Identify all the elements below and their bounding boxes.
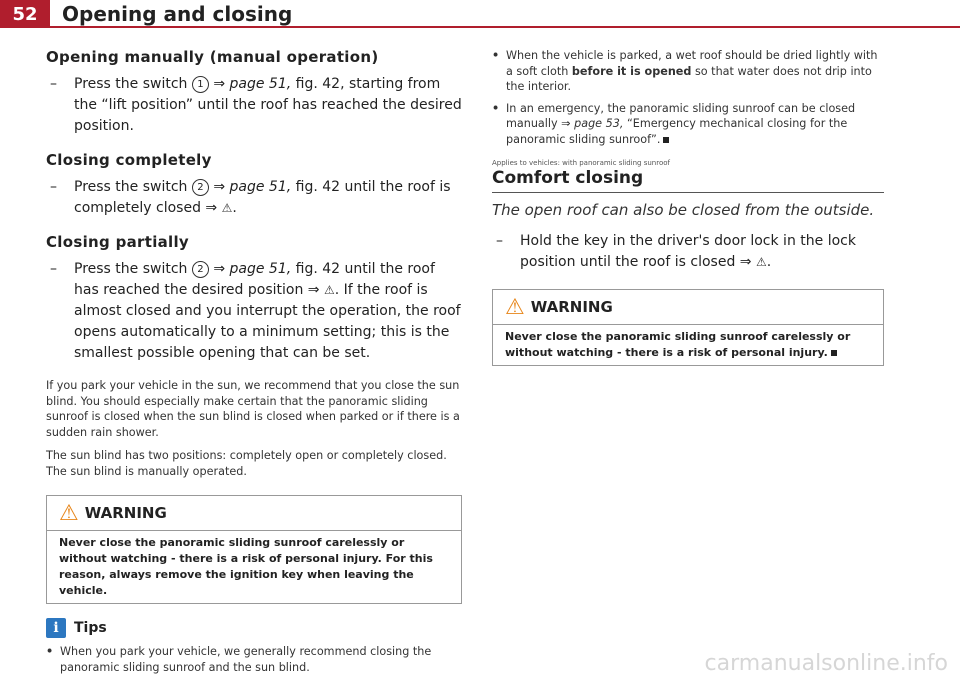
warning-box <box>46 495 462 604</box>
warning-title: WARNING <box>84 504 167 522</box>
section-title-closing-completely: Closing completely <box>46 151 212 169</box>
watermark: carmanualsonline.info <box>704 651 948 676</box>
bullet-emergency: • In an emergency, the panoramic sliding sunroof can be closed manually ⇒ page 53, “Emergency mechanical closing for the panoramic sliding sunroof”. <box>492 101 856 146</box>
page-link[interactable]: page 51, <box>229 261 292 277</box>
right-column <box>492 48 884 380</box>
callout-2-icon: 2 <box>192 261 209 278</box>
step-closing-completely: – Press the switch 2 ⇒ page 51, fig. 42 until the roof is completely closed ⇒ ⚠. <box>50 179 451 216</box>
step-closing-partially: – Press the switch 2 ⇒ page 51, fig. 42 until the roof has reached the desired position ⇒ ⚠. If the roof is almost closed and you interrupt the operation, the roof opens automatically to a minimum setting; this is the smallest possible opening that can be set. <box>50 261 461 361</box>
section-title-closing-partially: Closing partially <box>46 233 190 251</box>
step-opening-manually: – Press the switch 1 ⇒ page 51, fig. 42, starting from the “lift position” until the roof has reached the desired position. <box>50 76 462 134</box>
page-number-badge: 52 <box>0 0 50 28</box>
warning-ref-icon[interactable]: ⚠ <box>221 201 233 215</box>
page-link[interactable]: page 53, <box>574 117 624 130</box>
header-rule <box>0 26 960 28</box>
warning-triangle-icon: ⚠ <box>505 294 525 320</box>
section-title-comfort-closing: Comfort closing <box>492 168 884 193</box>
step-dash: – <box>50 76 57 92</box>
info-icon: i <box>46 618 66 638</box>
end-mark-icon <box>663 137 669 143</box>
step-comfort-closing: – Hold the key in the driver's door lock in the lock position until the roof is closed ⇒ ⚠. <box>496 233 856 270</box>
bullet-icon: • <box>492 49 500 62</box>
end-mark-icon <box>831 350 837 356</box>
bullet-dry-roof: • When the vehicle is parked, a wet roof should be dried lightly with a soft cloth before it is opened so that water does not drip into the interior. <box>492 49 878 93</box>
paragraph-sun-blind: If you park your vehicle in the sun, we recommend that you close the sun blind. You should especially make certain that the panoramic sliding sunroof is closed when the sun blind is closed when parked or if there is a sudden rain shower. <box>46 379 460 439</box>
section-title-opening-manually: Opening manually (manual operation) <box>46 48 379 66</box>
tips-title: Tips <box>74 620 107 636</box>
callout-1-icon: 1 <box>192 76 209 93</box>
tips-bullet: • When you park your vehicle, we generally recommend closing the panoramic sliding sunroof and the sun blind. <box>46 645 432 674</box>
page-link[interactable]: page 51, <box>229 179 292 195</box>
warning-text: Never close the panoramic sliding sunroof carelessly or without watching - there is a risk of personal injury. For this reason, always remove the ignition key when leaving the vehicle. <box>47 530 461 603</box>
applies-note: Applies to vehicles: with panoramic sliding sunroof <box>492 159 670 167</box>
bullet-icon: • <box>492 101 500 115</box>
warning-box-comfort <box>492 289 884 366</box>
warning-triangle-icon: ⚠ <box>59 500 79 526</box>
warning-ref-icon[interactable]: ⚠ <box>323 283 335 297</box>
page-link[interactable]: page 51, <box>229 76 292 92</box>
warning-title: WARNING <box>530 298 613 316</box>
paragraph-sun-blind-positions: The sun blind has two positions: completely open or completely closed. The sun blind is manually operated. <box>46 449 447 478</box>
tips-header <box>46 618 462 638</box>
intro-text: The open roof can also be closed from the outside. <box>492 201 875 219</box>
left-column <box>46 48 462 681</box>
chapter-title: Opening and closing <box>62 2 293 26</box>
warning-ref-icon[interactable]: ⚠ <box>755 255 767 269</box>
callout-2-icon: 2 <box>192 179 209 196</box>
warning-text: Never close the panoramic sliding sunroof carelessly or without watching - there is a risk of personal injury. <box>493 324 883 365</box>
bullet-icon: • <box>46 645 54 658</box>
